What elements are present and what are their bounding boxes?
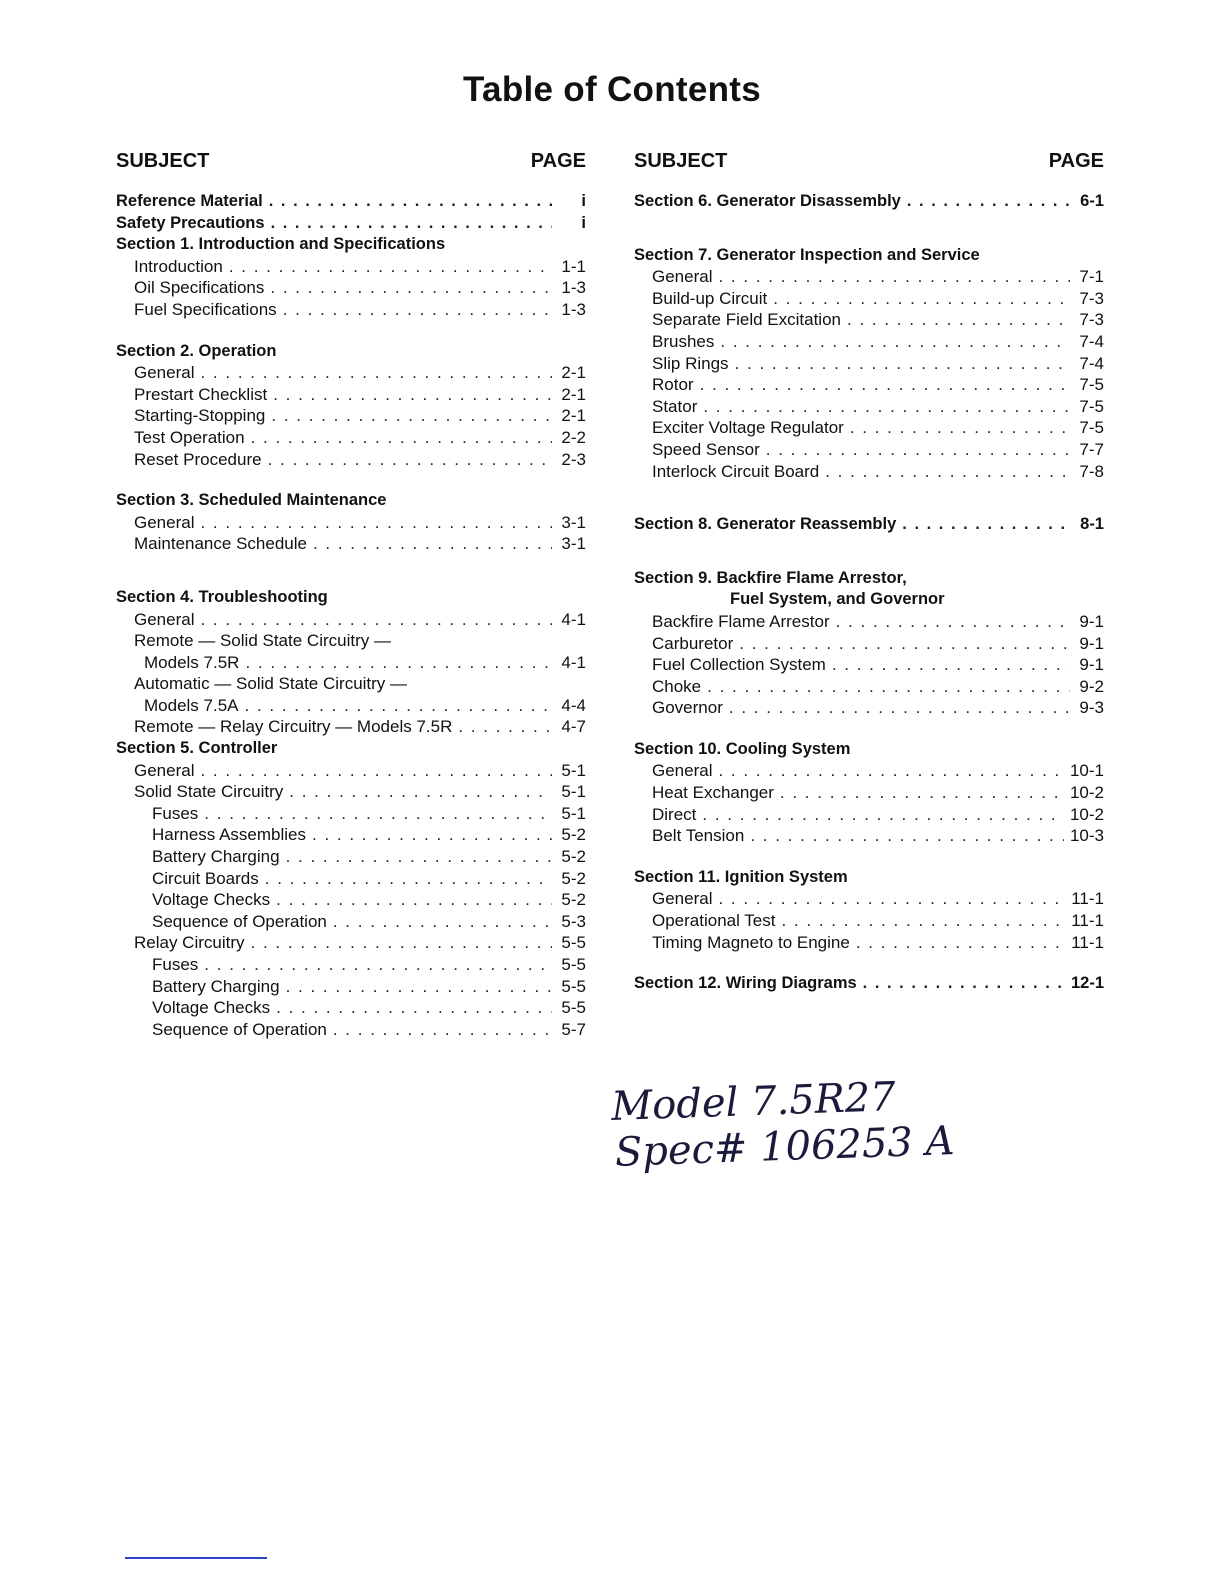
toc-entry-page: 10-2 bbox=[1069, 783, 1104, 803]
toc-entry-page: 9-1 bbox=[1079, 655, 1104, 675]
toc-section-entry[interactable] bbox=[634, 973, 1104, 995]
toc-entry[interactable] bbox=[634, 417, 1104, 439]
toc-entry-label: Section 7. Generator Inspection and Service bbox=[634, 245, 980, 264]
toc-entry[interactable] bbox=[634, 611, 1104, 633]
footer-rule bbox=[125, 1557, 267, 1559]
toc-entry[interactable] bbox=[116, 384, 586, 406]
toc-entry-label: Direct bbox=[652, 804, 697, 824]
dot-leader bbox=[245, 652, 552, 674]
dot-leader bbox=[773, 288, 1070, 310]
dot-leader bbox=[902, 514, 1070, 536]
toc-entry[interactable] bbox=[116, 760, 586, 782]
toc-entry[interactable] bbox=[634, 374, 1104, 396]
toc-entry-page: 7-3 bbox=[1079, 310, 1104, 330]
toc-entry-page: 11-1 bbox=[1071, 911, 1104, 931]
toc-entry[interactable] bbox=[116, 868, 586, 890]
toc-entry-page: 7-5 bbox=[1079, 418, 1104, 438]
toc-entry-page: 5-5 bbox=[561, 955, 586, 974]
dot-leader bbox=[286, 976, 552, 998]
toc-entry-label: Section 4. Troubleshooting bbox=[116, 587, 328, 606]
toc-entry[interactable] bbox=[116, 427, 586, 449]
toc-entry-label: Sequence of Operation bbox=[152, 1019, 327, 1039]
dot-leader bbox=[276, 997, 552, 1019]
dot-leader bbox=[458, 716, 552, 738]
column-header bbox=[634, 150, 1104, 173]
toc-entry-label: Battery Charging bbox=[152, 847, 280, 867]
dot-leader bbox=[271, 213, 552, 235]
toc-entry-page: 10-3 bbox=[1069, 826, 1104, 846]
spacer bbox=[116, 555, 586, 587]
dot-leader bbox=[832, 654, 1070, 676]
toc-entry-label: Oil Specifications bbox=[134, 278, 265, 298]
toc-entry-label: Section 8. Generator Reassembly bbox=[634, 515, 897, 534]
toc-entry-page: 4-7 bbox=[561, 717, 586, 737]
toc-entry[interactable] bbox=[634, 760, 1104, 782]
toc-entry[interactable] bbox=[116, 976, 586, 998]
dot-leader bbox=[703, 396, 1070, 418]
toc-section-entry[interactable] bbox=[116, 234, 586, 256]
toc-entry[interactable] bbox=[634, 266, 1104, 288]
toc-entry[interactable] bbox=[634, 825, 1104, 847]
toc-section-entry[interactable] bbox=[634, 867, 1104, 889]
spacer bbox=[634, 213, 1104, 245]
toc-entry[interactable] bbox=[116, 362, 586, 384]
toc-entry-label: Separate Field Excitation bbox=[652, 310, 841, 330]
toc-entry-label: Choke bbox=[652, 676, 702, 696]
toc-entry-page: 12-1 bbox=[1070, 974, 1104, 993]
dot-leader bbox=[200, 609, 552, 631]
toc-entry-page: 7-1 bbox=[1079, 267, 1104, 287]
toc-entry[interactable] bbox=[116, 673, 586, 695]
toc-entry-label: Sequence of Operation bbox=[152, 911, 327, 931]
toc-entry[interactable] bbox=[634, 396, 1104, 418]
dot-leader bbox=[251, 427, 552, 449]
dot-leader bbox=[289, 781, 552, 803]
toc-entry-page: i bbox=[581, 192, 586, 210]
toc-section-entry[interactable] bbox=[116, 587, 586, 609]
toc-entry[interactable] bbox=[634, 439, 1104, 461]
dot-leader bbox=[200, 760, 552, 782]
toc-entry-label: Exciter Voltage Regulator bbox=[652, 418, 844, 438]
toc-entry[interactable] bbox=[634, 782, 1104, 804]
dot-leader bbox=[825, 461, 1070, 483]
toc-entry-label: Stator bbox=[652, 396, 698, 416]
dot-leader bbox=[271, 405, 552, 427]
dot-leader bbox=[850, 417, 1070, 439]
dot-leader bbox=[204, 803, 552, 825]
dot-leader bbox=[847, 309, 1070, 331]
toc-entry-page: 10-1 bbox=[1069, 761, 1104, 781]
toc-entry[interactable] bbox=[634, 697, 1104, 719]
toc-entry-label: Section 2. Operation bbox=[116, 341, 277, 360]
toc-entry[interactable] bbox=[116, 652, 586, 674]
page-header: PAGE bbox=[530, 150, 586, 172]
dot-leader bbox=[268, 449, 552, 471]
dot-leader bbox=[700, 374, 1070, 396]
toc-entry-page: 7-7 bbox=[1079, 439, 1104, 459]
toc-entry-label: Heat Exchanger bbox=[652, 783, 774, 803]
toc-entry-page: 5-5 bbox=[561, 976, 586, 996]
toc-entry-label: Section 3. Scheduled Maintenance bbox=[116, 491, 387, 510]
toc-entry-label: Build-up Circuit bbox=[652, 288, 768, 308]
toc-entry[interactable] bbox=[116, 630, 586, 652]
toc-entry-label: Solid State Circuitry bbox=[134, 782, 284, 802]
toc-entry-page: 5-1 bbox=[561, 803, 586, 823]
toc-entry-page: 9-1 bbox=[1079, 633, 1104, 653]
dot-leader bbox=[273, 384, 552, 406]
dot-leader bbox=[780, 782, 1064, 804]
dot-leader bbox=[251, 932, 552, 954]
toc-list-right bbox=[634, 191, 1104, 995]
toc-entry-label: Reference Material bbox=[116, 192, 263, 210]
toc-entry-label: General bbox=[652, 267, 713, 287]
toc-entry-label: General bbox=[134, 512, 195, 532]
toc-entry-page: 7-5 bbox=[1079, 375, 1104, 395]
handwritten-spec: Spec# 106253 A bbox=[614, 1118, 956, 1176]
toc-entry-page: 9-1 bbox=[1079, 611, 1104, 631]
toc-entry-label: General bbox=[134, 760, 195, 780]
toc-entry-label: Timing Magneto to Engine bbox=[652, 932, 850, 952]
toc-entry-page: 3-1 bbox=[561, 534, 586, 554]
toc-entry-label: Section 6. Generator Disassembly bbox=[634, 192, 901, 210]
toc-entry-page: 1-3 bbox=[561, 278, 586, 298]
toc-entry-label: Battery Charging bbox=[152, 976, 280, 996]
toc-entry[interactable] bbox=[116, 277, 586, 299]
toc-entry-page: 3-1 bbox=[561, 512, 586, 532]
subject-header: SUBJECT bbox=[634, 150, 728, 172]
toc-entry-label: General bbox=[134, 609, 195, 629]
toc-entry-label: Fuses bbox=[152, 955, 199, 974]
toc-entry[interactable] bbox=[116, 911, 586, 933]
toc-entry-page: 11-1 bbox=[1071, 932, 1104, 952]
toc-entry-page: 2-1 bbox=[561, 363, 586, 383]
dot-leader bbox=[276, 889, 552, 911]
handwritten-model: Model 7.5R27 bbox=[610, 1074, 897, 1130]
toc-entry[interactable] bbox=[634, 309, 1104, 331]
spacer bbox=[116, 321, 586, 341]
toc-section-entry[interactable] bbox=[116, 738, 586, 760]
toc-entry-label: Brushes bbox=[652, 331, 715, 351]
toc-entry[interactable] bbox=[634, 331, 1104, 353]
dot-leader bbox=[702, 804, 1064, 826]
toc-entry-page: 4-1 bbox=[561, 652, 586, 672]
dot-leader bbox=[707, 676, 1070, 698]
toc-entry-label: Introduction bbox=[134, 256, 223, 276]
toc-entry[interactable] bbox=[116, 932, 586, 954]
dot-leader bbox=[286, 846, 552, 868]
toc-section-entry[interactable] bbox=[116, 490, 586, 512]
toc-entry-label: Carburetor bbox=[652, 633, 734, 653]
toc-entry-label: Section 1. Introduction and Specifications bbox=[116, 235, 446, 254]
dot-leader bbox=[333, 1019, 552, 1041]
toc-left-column bbox=[116, 150, 586, 1040]
toc-entry-page: 4-1 bbox=[561, 609, 586, 629]
toc-entry[interactable] bbox=[116, 954, 586, 976]
toc-entry[interactable] bbox=[116, 533, 586, 555]
toc-entry[interactable] bbox=[634, 633, 1104, 655]
toc-entry[interactable] bbox=[116, 256, 586, 278]
toc-entry[interactable] bbox=[116, 846, 586, 868]
toc-entry-page: 5-7 bbox=[561, 1019, 586, 1039]
toc-entry[interactable] bbox=[116, 1019, 586, 1041]
toc-entry[interactable] bbox=[634, 654, 1104, 676]
toc-entry-label: Models 7.5A bbox=[144, 695, 239, 715]
toc-entry-label: General bbox=[652, 889, 713, 909]
toc-entry-page: 2-1 bbox=[561, 384, 586, 404]
dot-leader bbox=[907, 191, 1070, 213]
toc-entry-label: Rotor bbox=[652, 375, 694, 395]
dot-leader bbox=[200, 362, 552, 384]
spacer bbox=[116, 470, 586, 490]
toc-entry-page: 5-2 bbox=[561, 847, 586, 867]
toc-entry[interactable] bbox=[116, 609, 586, 631]
toc-section-entry[interactable] bbox=[634, 589, 1104, 611]
dot-leader bbox=[270, 277, 552, 299]
dot-leader bbox=[863, 973, 1065, 995]
toc-entry[interactable] bbox=[116, 781, 586, 803]
toc-entry-label: Fuses bbox=[152, 803, 199, 823]
toc-entry-label: Reset Procedure bbox=[134, 449, 262, 469]
toc-entry[interactable] bbox=[634, 804, 1104, 826]
toc-entry-page: 5-1 bbox=[561, 782, 586, 802]
toc-entry-label: Prestart Checklist bbox=[134, 384, 268, 404]
toc-entry-page: 2-1 bbox=[561, 406, 586, 426]
toc-entry-page: 9-2 bbox=[1079, 676, 1104, 696]
toc-entry-page: 5-1 bbox=[561, 760, 586, 780]
toc-entry-label: Safety Precautions bbox=[116, 213, 265, 232]
toc-entry-page: 7-5 bbox=[1079, 396, 1104, 416]
toc-entry-page: 4-4 bbox=[561, 695, 586, 715]
dot-leader bbox=[245, 695, 553, 717]
toc-entry-page: 11-1 bbox=[1071, 889, 1104, 909]
toc-entry-label: Remote — Relay Circuitry — Models 7.5R bbox=[134, 717, 453, 737]
toc-entry-page: 10-2 bbox=[1069, 804, 1104, 824]
spacer bbox=[634, 953, 1104, 973]
toc-entry-label: Harness Assemblies bbox=[152, 825, 307, 845]
toc-section-entry[interactable] bbox=[116, 341, 586, 363]
toc-section-entry[interactable] bbox=[634, 514, 1104, 536]
toc-entry-label: Starting-Stopping bbox=[134, 406, 266, 426]
spacer bbox=[634, 536, 1104, 568]
handwritten-note bbox=[610, 1072, 955, 1176]
toc-entry-page: 5-2 bbox=[561, 825, 586, 845]
dot-leader bbox=[313, 533, 552, 555]
toc-entry[interactable] bbox=[116, 405, 586, 427]
toc-entry-label: Section 5. Controller bbox=[116, 739, 278, 758]
toc-entry[interactable] bbox=[116, 695, 586, 717]
toc-entry-page: 5-5 bbox=[561, 933, 586, 953]
toc-entry-label: Voltage Checks bbox=[152, 998, 271, 1018]
dot-leader bbox=[750, 825, 1064, 847]
dot-leader bbox=[200, 512, 552, 534]
toc-entry[interactable] bbox=[116, 997, 586, 1019]
toc-section-entry[interactable] bbox=[634, 245, 1104, 267]
toc-entry-page: i bbox=[581, 213, 586, 232]
toc-entry-page: 2-3 bbox=[561, 449, 586, 469]
toc-entry[interactable] bbox=[116, 889, 586, 911]
dot-leader bbox=[729, 697, 1070, 719]
toc-entry[interactable] bbox=[116, 716, 586, 738]
dot-leader bbox=[718, 760, 1063, 782]
toc-section-entry[interactable] bbox=[634, 739, 1104, 761]
dot-leader bbox=[229, 256, 552, 278]
toc-entry-label: Backfire Flame Arrestor bbox=[652, 611, 830, 631]
toc-entry[interactable] bbox=[116, 299, 586, 321]
spacer bbox=[634, 482, 1104, 514]
toc-entry-label: General bbox=[652, 761, 713, 781]
toc-entry-label: Belt Tension bbox=[652, 826, 745, 846]
toc-entry-page: 7-4 bbox=[1079, 353, 1104, 373]
toc-entry-page: 9-3 bbox=[1079, 698, 1104, 718]
toc-right-column bbox=[634, 150, 1104, 995]
page-title: Table of Contents bbox=[462, 70, 762, 109]
toc-entry[interactable] bbox=[634, 932, 1104, 954]
toc-entry-label: Speed Sensor bbox=[652, 439, 760, 459]
toc-entry-label: Governor bbox=[652, 698, 723, 718]
dot-leader bbox=[312, 824, 552, 846]
toc-entry-label: Automatic — Solid State Circuitry — bbox=[134, 674, 408, 694]
toc-entry[interactable] bbox=[634, 888, 1104, 910]
toc-entry[interactable] bbox=[634, 288, 1104, 310]
dot-leader bbox=[720, 331, 1070, 353]
toc-entry-page: 2-2 bbox=[561, 427, 586, 447]
toc-entry-label: Test Operation bbox=[134, 427, 245, 447]
dot-leader bbox=[269, 191, 552, 213]
toc-section-entry[interactable] bbox=[116, 191, 586, 213]
toc-entry-page: 1-3 bbox=[561, 299, 586, 319]
dot-leader bbox=[283, 299, 552, 321]
toc-entry-label: Section 11. Ignition System bbox=[634, 867, 848, 886]
toc-entry[interactable] bbox=[634, 910, 1104, 932]
toc-entry[interactable] bbox=[116, 512, 586, 534]
toc-entry-label: Section 12. Wiring Diagrams bbox=[634, 974, 857, 993]
dot-leader bbox=[718, 888, 1065, 910]
toc-entry-label: Interlock Circuit Board bbox=[652, 461, 820, 481]
toc-entry-page: 5-2 bbox=[561, 890, 586, 910]
toc-entry-label: Models 7.5R bbox=[144, 652, 240, 672]
toc-list-left bbox=[116, 191, 586, 1040]
dot-leader bbox=[766, 439, 1070, 461]
toc-entry[interactable] bbox=[116, 449, 586, 471]
dot-leader bbox=[735, 353, 1070, 375]
dot-leader bbox=[718, 266, 1070, 288]
toc-entry-label: Remote — Solid State Circuitry — bbox=[134, 631, 391, 651]
dot-leader bbox=[265, 868, 552, 890]
toc-entry-label: Circuit Boards bbox=[152, 868, 259, 888]
toc-entry-label: General bbox=[134, 363, 195, 383]
toc-entry-page: 7-4 bbox=[1079, 331, 1104, 351]
toc-entry-label: Fuel Specifications bbox=[134, 299, 277, 319]
toc-entry-label: Fuel System, and Governor bbox=[730, 590, 945, 609]
toc-entry-page: 5-3 bbox=[561, 911, 586, 931]
toc-entry-label: Section 10. Cooling System bbox=[634, 739, 851, 758]
dot-leader bbox=[204, 954, 552, 976]
toc-entry-label: Relay Circuitry bbox=[134, 933, 245, 953]
page-header: PAGE bbox=[1048, 150, 1104, 172]
toc-entry-page: 8-1 bbox=[1080, 515, 1104, 534]
toc-entry[interactable] bbox=[634, 676, 1104, 698]
toc-entry-label: Voltage Checks bbox=[152, 890, 271, 910]
toc-entry-page: 5-5 bbox=[561, 998, 586, 1018]
toc-entry-label: Maintenance Schedule bbox=[134, 534, 307, 554]
dot-leader bbox=[781, 910, 1065, 932]
column-header bbox=[116, 150, 586, 173]
dot-leader bbox=[739, 633, 1070, 655]
toc-entry-page: 7-8 bbox=[1079, 461, 1104, 481]
toc-entry[interactable] bbox=[116, 824, 586, 846]
toc-entry[interactable] bbox=[634, 461, 1104, 483]
toc-entry-page: 7-3 bbox=[1079, 288, 1104, 308]
toc-section-entry[interactable] bbox=[116, 213, 586, 235]
dot-leader bbox=[856, 932, 1065, 954]
spacer bbox=[634, 719, 1104, 739]
toc-entry-label: Section 9. Backfire Flame Arrestor, bbox=[634, 568, 907, 587]
dot-leader bbox=[836, 611, 1070, 633]
subject-header: SUBJECT bbox=[116, 150, 210, 172]
toc-entry-page: 1-1 bbox=[561, 256, 586, 276]
spacer bbox=[634, 847, 1104, 867]
toc-section-entry[interactable] bbox=[634, 191, 1104, 213]
dot-leader bbox=[333, 911, 552, 933]
toc-entry-label: Slip Rings bbox=[652, 353, 729, 373]
toc-section-entry[interactable] bbox=[634, 568, 1104, 590]
toc-entry[interactable] bbox=[634, 353, 1104, 375]
toc-entry[interactable] bbox=[116, 803, 586, 825]
toc-entry-label: Fuel Collection System bbox=[652, 655, 826, 675]
toc-entry-page: 6-1 bbox=[1080, 192, 1104, 210]
toc-entry-page: 5-2 bbox=[561, 868, 586, 888]
toc-entry-label: Operational Test bbox=[652, 911, 776, 931]
